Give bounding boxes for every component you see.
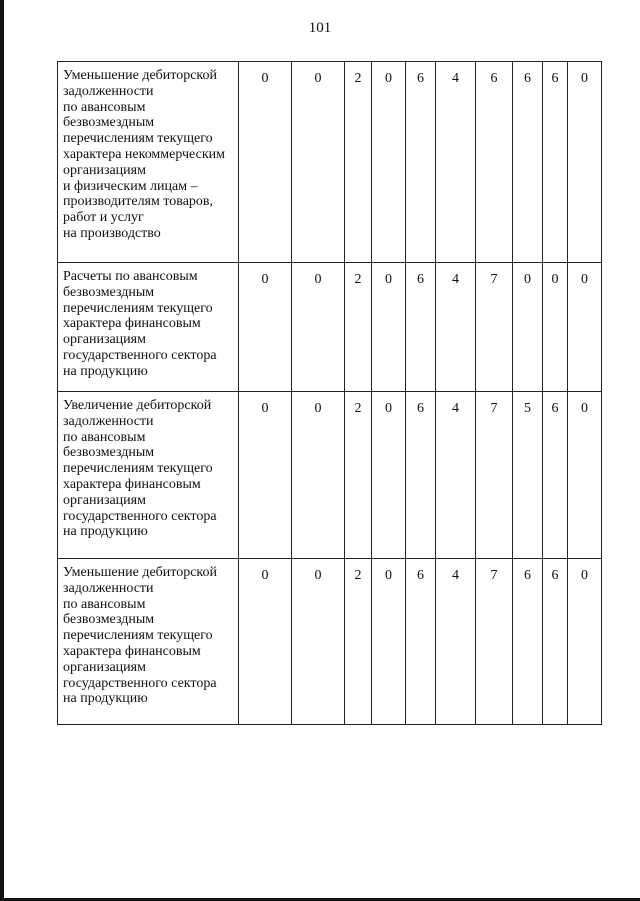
code-digit: 0 — [372, 392, 406, 559]
code-digit: 7 — [476, 559, 513, 725]
table-row — [58, 392, 602, 559]
scan-left-edge — [0, 0, 4, 901]
code-digit: 0 — [292, 392, 345, 559]
code-digit: 2 — [345, 62, 372, 263]
code-digit: 0 — [239, 263, 292, 392]
code-digit: 0 — [372, 62, 406, 263]
table-row — [58, 62, 602, 263]
code-digit: 4 — [436, 559, 476, 725]
code-digit: 6 — [406, 62, 436, 263]
code-digit: 4 — [436, 62, 476, 263]
code-digit: 6 — [406, 263, 436, 392]
code-digit: 0 — [568, 392, 602, 559]
code-digit: 6 — [406, 392, 436, 559]
code-digit: 6 — [513, 62, 543, 263]
code-digit: 4 — [436, 263, 476, 392]
row-label: Уменьшение дебиторской задолженности по авансовым безвозмездным перечислениям текущего характера финансовым организациям государственного сектора на продукцию — [58, 559, 239, 725]
code-digit: 2 — [345, 392, 372, 559]
code-digit: 0 — [292, 62, 345, 263]
table-row — [58, 559, 602, 725]
code-digit: 0 — [543, 263, 568, 392]
row-label: Уменьшение дебиторской задолженности по авансовым безвозмездным перечислениям текущего характера некоммерческим организациям и физическим лицам – производителям товаров, работ и услуг на производство — [58, 62, 239, 263]
code-digit: 6 — [543, 559, 568, 725]
code-digit: 6 — [476, 62, 513, 263]
row-label: Расчеты по авансовым безвозмездным перечислениям текущего характера финансовым организациям государственного сектора на продукцию — [58, 263, 239, 392]
code-digit: 0 — [568, 559, 602, 725]
code-digit: 0 — [239, 559, 292, 725]
code-digit: 0 — [568, 263, 602, 392]
code-digit: 0 — [568, 62, 602, 263]
row-label: Увеличение дебиторской задолженности по авансовым безвозмездным перечислениям текущего характера финансовым организациям государственного сектора на продукцию — [58, 392, 239, 559]
code-digit: 6 — [543, 62, 568, 263]
code-digit: 0 — [239, 62, 292, 263]
table-row — [58, 263, 602, 392]
code-digit: 0 — [513, 263, 543, 392]
page-number: 101 — [308, 20, 332, 36]
code-digit: 2 — [345, 263, 372, 392]
code-digit: 0 — [239, 392, 292, 559]
code-digit: 7 — [476, 263, 513, 392]
code-digit: 0 — [372, 559, 406, 725]
account-code-table — [57, 61, 602, 725]
code-digit: 0 — [372, 263, 406, 392]
code-digit: 5 — [513, 392, 543, 559]
code-digit: 0 — [292, 263, 345, 392]
code-digit: 0 — [292, 559, 345, 725]
code-digit: 6 — [406, 559, 436, 725]
code-digit: 4 — [436, 392, 476, 559]
code-digit: 6 — [543, 392, 568, 559]
code-digit: 7 — [476, 392, 513, 559]
table-body — [58, 62, 602, 725]
code-digit: 2 — [345, 559, 372, 725]
code-digit: 6 — [513, 559, 543, 725]
